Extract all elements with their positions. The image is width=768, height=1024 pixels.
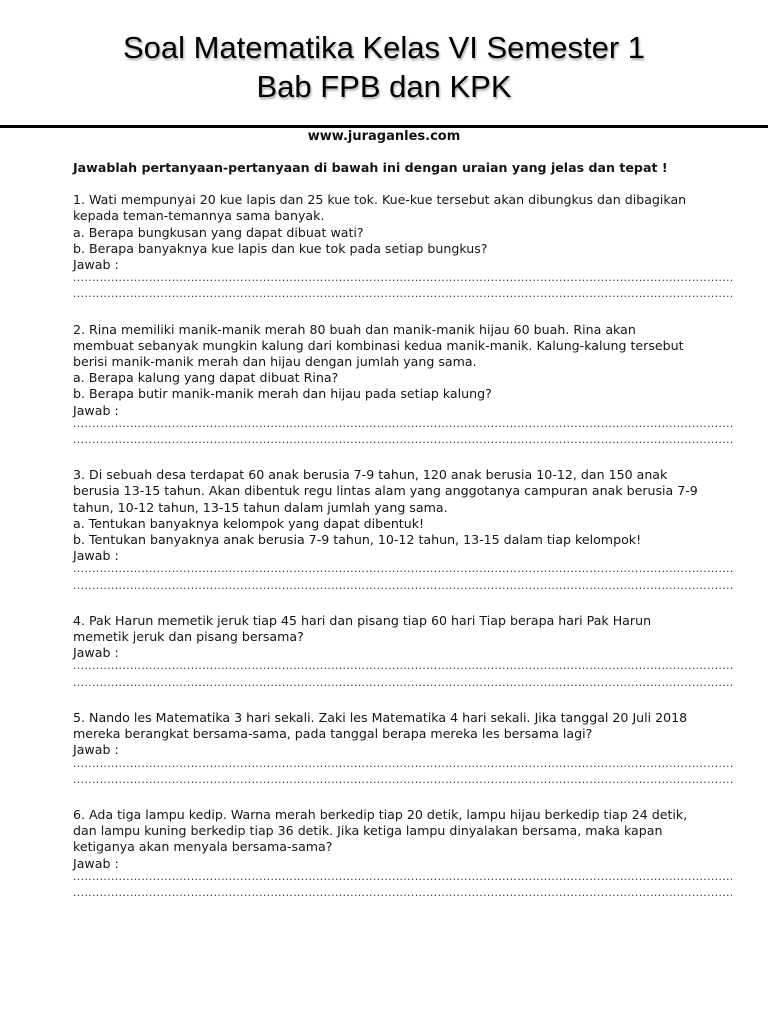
- title-line-2: Bab FPB dan KPK: [256, 69, 512, 104]
- question-text: 2. Rina memiliki manik-manik merah 80 buah dan manik-manik hijau 60 buah. Rina akan membuat sebanyak mungkin kalung dari kombinasi kedua manik-manik. Kalung-kalung tersebut berisi manik-manik merah dan hijau dengan jumlah yang sama.: [73, 321, 684, 370]
- answer-line: ··············································································································································································: [73, 290, 734, 304]
- answer-label: Jawab :: [73, 548, 119, 564]
- answer-line: ··············································································································································································: [73, 662, 734, 676]
- answer-line: ··············································································································································································: [73, 775, 734, 789]
- answer-line: ··············································································································································································: [73, 872, 734, 886]
- website-url: www.juraganles.com: [307, 129, 461, 144]
- answer-line: ··············································································································································································: [73, 678, 734, 692]
- question-part-a: a. Tentukan banyaknya kelompok yang dapat dibentuk!: [73, 515, 425, 531]
- title-line-1: Soal Matematika Kelas VI Semester 1: [122, 30, 646, 65]
- answer-label: Jawab :: [73, 257, 119, 273]
- question-4: [73, 612, 734, 694]
- answer-line: ··············································································································································································: [73, 759, 734, 773]
- answer-line: ··············································································································································································: [73, 436, 734, 450]
- answer-label: Jawab :: [73, 742, 119, 758]
- worksheet-body: [73, 160, 734, 920]
- question-text: 6. Ada tiga lampu kedip. Warna merah berkedip tiap 20 detik, lampu hijau berkedip tiap 24 detik, dan lampu kuning berkedip tiap 36 detik. Jika ketiga lampu dinyalakan bersama, maka kapan ketiganya akan menyala bersama-sama?: [73, 806, 688, 855]
- question-3: [73, 467, 734, 597]
- question-part-a: a. Berapa bungkusan yang dapat dibuat wati?: [73, 224, 364, 240]
- question-part-b: b. Tentukan banyaknya anak berusia 7-9 tahun, 10-12 tahun, 13-15 dalam tiap kelompok!: [73, 532, 642, 548]
- question-part-b: b. Berapa butir manik-manik merah dan hijau pada setiap kalung?: [73, 386, 492, 402]
- question-text: 1. Wati mempunyai 20 kue lapis dan 25 kue tok. Kue-kue tersebut akan dibungkus dan dibagikan kepada teman-temannya sama banyak.: [73, 192, 687, 224]
- answer-label: Jawab :: [73, 402, 119, 418]
- answer-line: ··············································································································································································: [73, 888, 734, 902]
- question-part-b: b. Berapa banyaknya kue lapis dan kue tok pada setiap bungkus?: [73, 240, 488, 256]
- answer-line: ··············································································································································································: [73, 581, 734, 595]
- question-text: 3. Di sebuah desa terdapat 60 anak berusia 7-9 tahun, 120 anak berusia 10-12, dan 150 anak berusia 13-15 tahun. Akan dibentuk regu lintas alam yang anggotanya campuran anak berusia 7-9 tahun, 10-12 tahun, 13-15 tahun dalam jumlah yang sama.: [73, 467, 698, 515]
- answer-line: ··············································································································································································: [73, 419, 734, 433]
- question-5: [73, 709, 734, 791]
- question-part-a: a. Berapa kalung yang dapat dibuat Rina?: [73, 370, 339, 386]
- instructions: Jawablah pertanyaan-pertanyaan di bawah ini dengan uraian yang jelas dan tepat !: [73, 160, 668, 175]
- document-title: [0, 28, 768, 106]
- answer-label: Jawab :: [73, 645, 119, 661]
- question-text: 5. Nando les Matematika 3 hari sekali. Zaki les Matematika 4 hari sekali. Jika tanggal 20 Juli 2018 mereka berangkat bersama-sama, pada tanggal berapa mereka les bersama lagi?: [73, 709, 688, 742]
- answer-line: ··············································································································································································: [73, 565, 734, 579]
- answer-line: ··············································································································································································: [73, 274, 734, 288]
- question-1: [73, 192, 734, 305]
- answer-label: Jawab :: [73, 855, 119, 871]
- question-text: 4. Pak Harun memetik jeruk tiap 45 hari dan pisang tiap 60 hari Tiap berapa hari Pak Harun memetik jeruk dan pisang bersama?: [73, 612, 652, 645]
- question-6: [73, 806, 734, 904]
- question-2: [73, 321, 734, 452]
